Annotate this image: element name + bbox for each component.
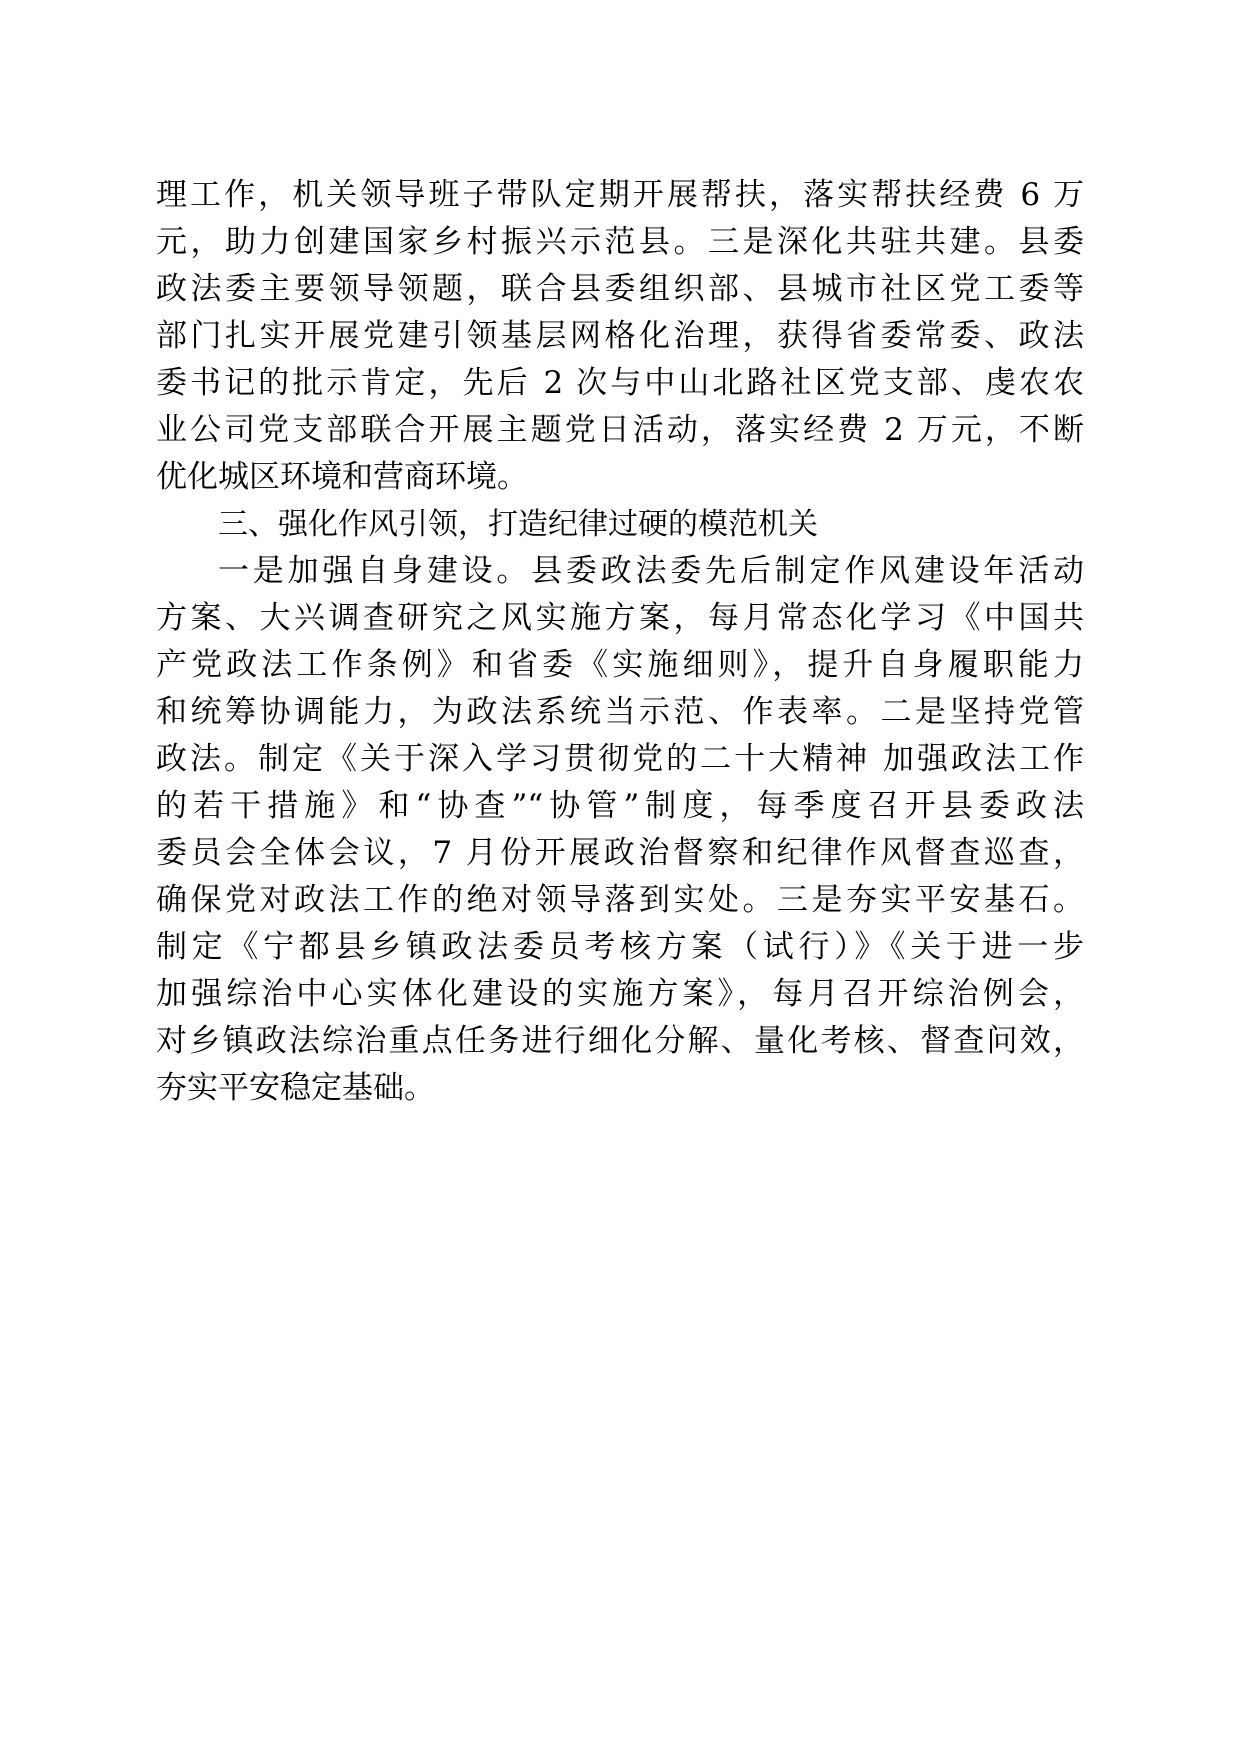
text-line: 业公司党支部联合开展主题党日活动，落实经费 2 万元，不断	[156, 412, 1084, 448]
text-line: 方案、大兴调查研究之风实施方案，每月常态化学习《中国共	[156, 600, 1084, 636]
text-line: 对乡镇政法综治重点任务进行细化分解、量化考核、督查问效，	[156, 1023, 1084, 1059]
text-line: 确保党对政法工作的绝对领导落到实处。三是夯实平安基石。	[156, 882, 1084, 918]
text-line: 部门扎实开展党建引领基层网格化治理，获得省委常委、政法	[156, 318, 1084, 354]
text-line: 元，助力创建国家乡村振兴示范县。三是深化共驻共建。县委	[156, 224, 1084, 260]
paragraph-section-3	[156, 548, 1084, 1112]
text-line: 优化城区环境和营商环境。	[156, 459, 528, 495]
section-heading: 三、强化作风引领，打造纪律过硬的模范机关	[218, 507, 818, 542]
text-line: 夯实平安稳定基础。	[156, 1070, 435, 1106]
paragraph-continuation	[156, 172, 1084, 501]
text-line: 政法委主要领导领题，联合县委组织部、县城市社区党工委等	[156, 271, 1084, 307]
text-line: 委书记的批示肯定，先后 2 次与中山北路社区党支部、虔农农	[156, 365, 1084, 401]
text-line: 政法。制定《关于深入学习贯彻党的二十大精神 加强政法工作	[156, 741, 1084, 777]
text-line: 和统筹协调能力，为政法系统当示范、作表率。二是坚持党管	[156, 694, 1084, 730]
text-line: 加强综治中心实体化建设的实施方案》，每月召开综治例会，	[156, 976, 1084, 1012]
document-body	[156, 172, 1084, 1112]
text-line: 产党政法工作条例》和省委《实施细则》，提升自身履职能力	[156, 647, 1084, 683]
text-line: 的若干措施》和“协查”“协管”制度，每季度召开县委政法	[156, 788, 1084, 824]
text-line: 制定《宁都县乡镇政法委员考核方案（试行）》《关于进一步	[156, 929, 1084, 965]
text-line: 一是加强自身建设。县委政法委先后制定作风建设年活动	[218, 553, 1084, 589]
text-line: 理工作，机关领导班子带队定期开展帮扶，落实帮扶经费 6 万	[156, 177, 1084, 213]
text-line: 委员会全体会议，7 月份开展政治督察和纪律作风督查巡查，	[156, 835, 1084, 871]
